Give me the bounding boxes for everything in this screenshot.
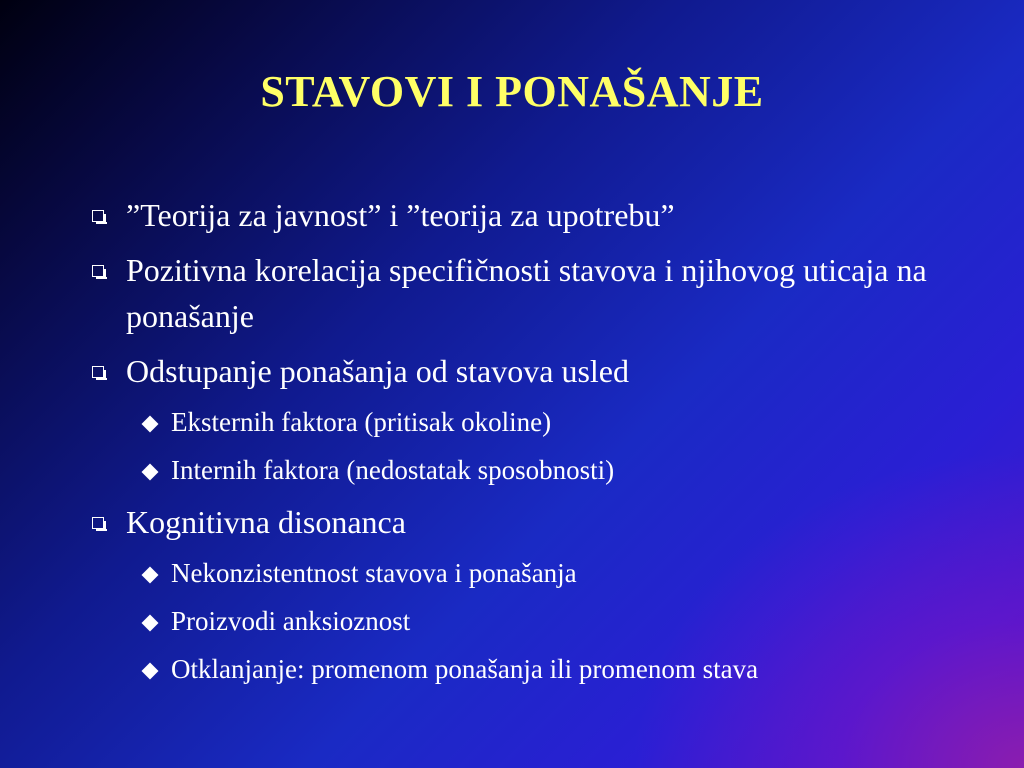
diamond-bullet-icon [142, 615, 159, 632]
diamond-bullet-icon [142, 464, 159, 481]
sub-bullet-text: Internih faktora (nedostatak sposobnosti) [171, 455, 615, 485]
bullet-text: Kognitivna disonanca [126, 504, 406, 540]
checkbox-bullet-icon [92, 366, 104, 378]
checkbox-bullet-icon [92, 517, 104, 529]
bullet-item [88, 192, 988, 238]
sub-bullet-item [88, 650, 988, 688]
diamond-bullet-icon [142, 663, 159, 680]
diamond-bullet-icon [142, 567, 159, 584]
bullet-list [88, 192, 988, 698]
sub-bullet-item [88, 602, 988, 640]
sub-bullet-text: Nekonzistentnost stavova i ponašanja [171, 558, 577, 588]
diamond-bullet-icon [142, 416, 159, 433]
bullet-text: Pozitivna korelacija specifičnosti stavova i njihovog uticaja na ponašanje [126, 252, 927, 334]
checkbox-bullet-icon [92, 210, 104, 222]
checkbox-bullet-icon [92, 265, 104, 277]
sub-bullet-item [88, 554, 988, 592]
sub-bullet-text: Proizvodi anksioznost [171, 606, 411, 636]
bullet-item [88, 499, 988, 545]
sub-bullet-item [88, 403, 988, 441]
bullet-text: ”Teorija za javnost” i ”teorija za upotrebu” [126, 197, 675, 233]
slide-title: STAVOVI I PONAŠANJE [260, 67, 764, 116]
bullet-item [88, 348, 988, 394]
bullet-text: Odstupanje ponašanja od stavova usled [126, 353, 629, 389]
sub-bullet-text: Otklanjanje: promenom ponašanja ili promenom stava [171, 654, 759, 684]
sub-bullet-text: Eksternih faktora (pritisak okoline) [171, 407, 552, 437]
sub-bullet-item [88, 451, 988, 489]
bullet-item [88, 247, 988, 339]
